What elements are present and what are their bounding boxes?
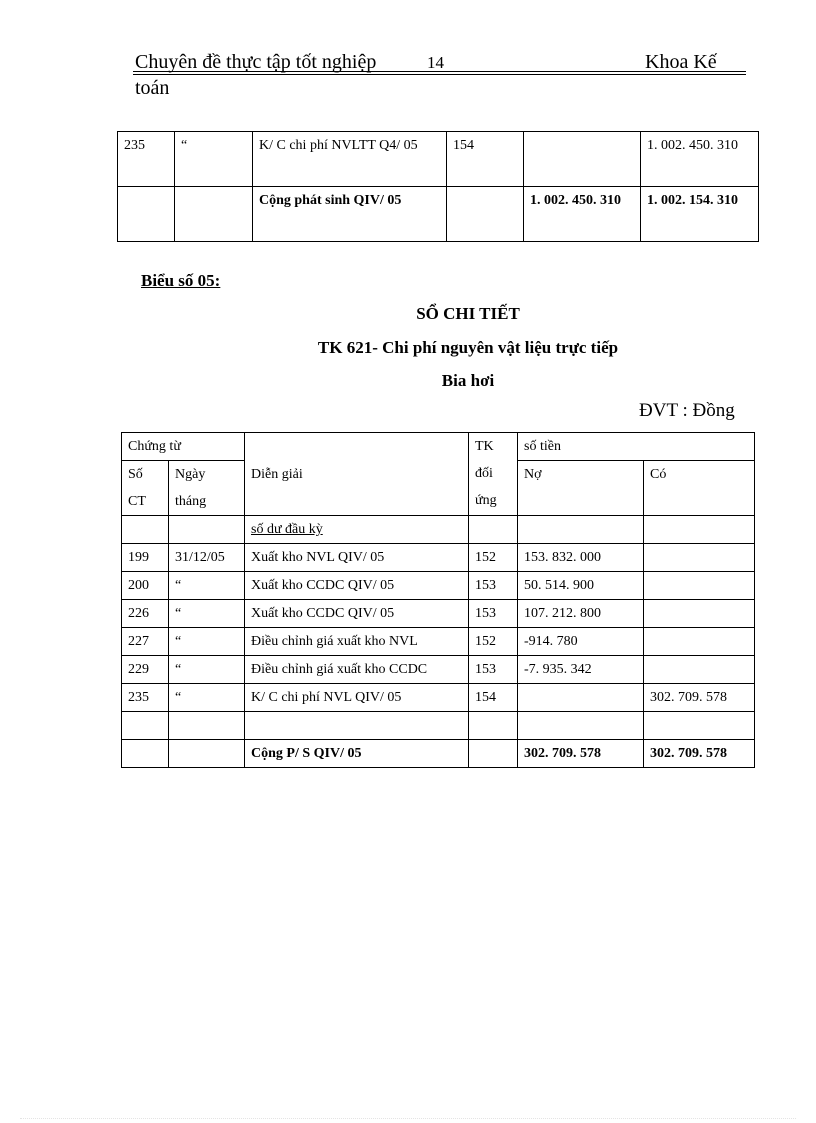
cell-dien-giai: Xuất kho CCDC QIV/ 05 (245, 572, 469, 600)
cell-ngay: “ (169, 684, 245, 712)
cell-ngay (169, 740, 245, 768)
table-row (122, 712, 755, 740)
cell-co (644, 600, 755, 628)
cell-ngay: “ (175, 132, 253, 187)
table-row (122, 544, 755, 572)
cell-ngay (169, 712, 245, 740)
header-title: Chuyên đề thực tập tốt nghiệp (135, 51, 377, 73)
cell-no: 107. 212. 800 (518, 600, 644, 628)
cell-tk (447, 187, 524, 242)
cell-so-ct: 227 (122, 628, 169, 656)
cell-no: 153. 832. 000 (518, 544, 644, 572)
cell-dien-giai: Cộng P/ S QIV/ 05 (245, 740, 469, 768)
header-dien-giai: Diễn giải (245, 433, 469, 516)
cell-tk: 154 (469, 684, 518, 712)
ledger-rows (122, 544, 755, 740)
header-rule-bottom (133, 74, 746, 75)
cell-no-total: 302. 709. 578 (518, 740, 644, 768)
total-row (122, 740, 755, 768)
cell-dien-giai: Xuất kho NVL QIV/ 05 (245, 544, 469, 572)
table-row (122, 516, 755, 544)
cell-dien-giai (245, 712, 469, 740)
carryover-table (117, 131, 759, 242)
cell-tk: 153 (469, 656, 518, 684)
cell-no: -7. 935. 342 (518, 656, 644, 684)
cell-co (644, 656, 755, 684)
page-edge (20, 1118, 796, 1119)
exhibit-label: Biểu số 05: (141, 271, 221, 290)
cell-so-ct (118, 187, 175, 242)
table-row (122, 572, 755, 600)
cell-empty (169, 516, 245, 544)
cell-dien-giai: Cộng phát sinh QIV/ 05 (253, 187, 447, 242)
page-number: 14 (427, 53, 444, 72)
cell-ngay: 31/12/05 (169, 544, 245, 572)
cell-ngay: “ (169, 628, 245, 656)
table-header-row (122, 433, 755, 461)
cell-empty (644, 516, 755, 544)
table-row (118, 187, 759, 242)
cell-no: 1. 002. 450. 310 (524, 187, 641, 242)
header-department: Khoa Kế (645, 51, 717, 73)
product-title: Bia hơi (441, 371, 495, 390)
cell-dien-giai: K/ C chi phí NVL QIV/ 05 (245, 684, 469, 712)
header-no: Nợ (518, 461, 644, 516)
header-so-tien: số tiền (518, 433, 755, 461)
cell-dien-giai: K/ C chi phí NVLTT Q4/ 05 (253, 132, 447, 187)
cell-co (644, 628, 755, 656)
header-co: Có (644, 461, 755, 516)
unit-label: ĐVT : Đồng (639, 400, 735, 421)
detail-ledger-table (121, 432, 755, 768)
cell-no: -914. 780 (518, 628, 644, 656)
cell-tk (469, 712, 518, 740)
table-row (118, 132, 759, 187)
cell-co: 1. 002. 450. 310 (641, 132, 759, 187)
cell-so-ct: 235 (122, 684, 169, 712)
cell-dien-giai: Xuất kho CCDC QIV/ 05 (245, 600, 469, 628)
cell-tk: 152 (469, 628, 518, 656)
cell-so-ct: 226 (122, 600, 169, 628)
cell-tk: 153 (469, 600, 518, 628)
header-ngay-thang: Ngày tháng (169, 461, 245, 516)
ledger-title: SỔ CHI TIẾT (416, 304, 520, 323)
table-row (122, 600, 755, 628)
cell-ngay (175, 187, 253, 242)
cell-ngay: “ (169, 600, 245, 628)
header-tk-doi-ung: TK đối ứng (469, 433, 518, 516)
cell-co: 1. 002. 154. 310 (641, 187, 759, 242)
cell-co (644, 712, 755, 740)
cell-tk: 153 (469, 572, 518, 600)
cell-tk (469, 740, 518, 768)
header-so-ct: Số CT (122, 461, 169, 516)
cell-empty (122, 516, 169, 544)
cell-so-ct: 229 (122, 656, 169, 684)
cell-dien-giai: Điều chỉnh giá xuất kho NVL (245, 628, 469, 656)
cell-no (518, 712, 644, 740)
cell-no: 50. 514. 900 (518, 572, 644, 600)
header-chung-tu: Chứng từ (122, 433, 245, 461)
cell-tk: 152 (469, 544, 518, 572)
cell-dien-giai: Điều chỉnh giá xuất kho CCDC (245, 656, 469, 684)
cell-so-ct: 200 (122, 572, 169, 600)
cell-co-total: 302. 709. 578 (644, 740, 755, 768)
header-rule-top (133, 71, 746, 72)
cell-empty (469, 516, 518, 544)
cell-ngay: “ (169, 656, 245, 684)
table-row (122, 628, 755, 656)
cell-empty (518, 516, 644, 544)
account-title: TK 621- Chi phí nguyên vật liệu trực tiếp (317, 338, 619, 357)
table-row (122, 656, 755, 684)
table-row (122, 684, 755, 712)
header-department-continuation: toán (135, 77, 170, 99)
cell-so-ct (122, 712, 169, 740)
cell-no (518, 684, 644, 712)
cell-so-ct: 235 (118, 132, 175, 187)
cell-tk: 154 (447, 132, 524, 187)
cell-so-ct (122, 740, 169, 768)
cell-no (524, 132, 641, 187)
cell-co (644, 572, 755, 600)
cell-so-ct: 199 (122, 544, 169, 572)
cell-co: 302. 709. 578 (644, 684, 755, 712)
cell-ngay: “ (169, 572, 245, 600)
cell-co (644, 544, 755, 572)
cell-opening-balance: số dư đầu kỳ (245, 516, 469, 544)
